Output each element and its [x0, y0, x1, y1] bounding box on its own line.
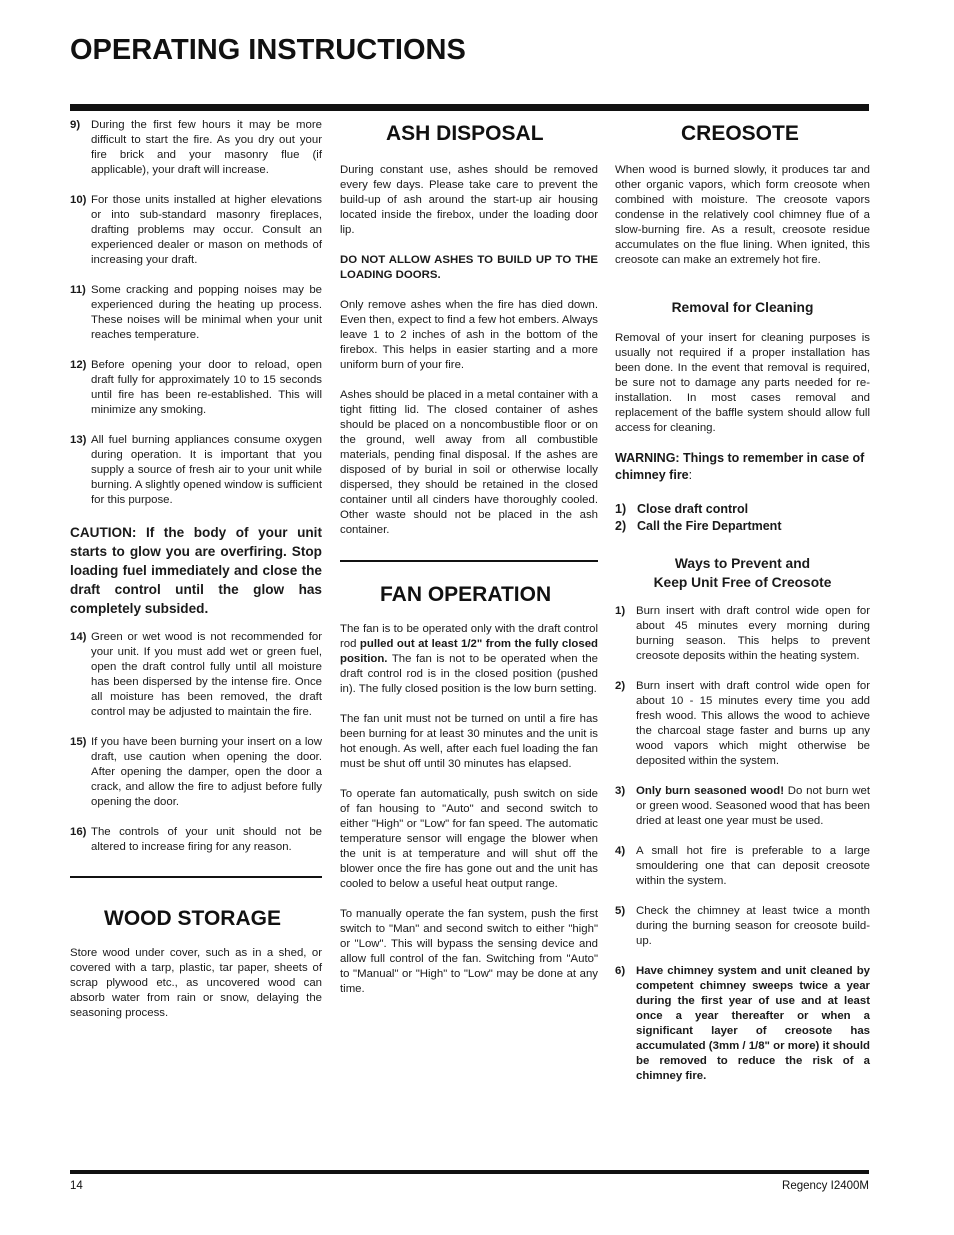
list-item	[70, 118, 322, 178]
section-heading-ash-disposal: ASH DISPOSAL	[386, 122, 544, 145]
step-number: 2)	[615, 519, 627, 533]
removal-heading: Removal for Cleaning	[671, 300, 814, 315]
warning-colon: :	[688, 468, 693, 482]
fan-text: The fan is not to be operated when the draft control rod is in the closed position (pushed in). The fully closed position is the low burn setting.	[340, 652, 598, 695]
column-right	[615, 118, 870, 1099]
item-text: Check the chimney at least twice a month during the burning season for creosote build-up.	[636, 905, 870, 947]
item-text: Before opening your door to reload, open draft fully for approximately 10 to 15 seconds until fire has been re-established. This will minimize any smoking.	[91, 359, 322, 416]
wood-storage-text: Store wood under cover, such as in a shed, or covered with a tarp, plastic, tar paper, sheets of scrap plywood etc., as uncovered wood can absorb water from rain or snow, delaying the seasoning process.	[70, 946, 322, 1019]
fan-paragraph-1	[340, 622, 598, 697]
list-item	[70, 283, 322, 343]
ash-paragraph-1: During constant use, ashes should be removed every few days. Please take care to prevent the build-up of ash around the start-up air housing located inside the firebox, under the loading door lip.	[340, 164, 598, 236]
item-text: For those units installed at higher elevations or into sub-standard masonry fireplaces, drafting problems may occur. Consult an experienced dealer or mason on methods of increasing your draft.	[91, 194, 322, 266]
page-number: 14	[70, 1180, 83, 1192]
fan-paragraph-3: To operate fan automatically, push switch on side of fan housing to "Auto" and second switch to either "High" or "Low" for fan speed. The automatic temperature sensor will engage the blower when the unit is at temperature and will shut off the blower once the fire has gone out and the unit has cooled to below a useful heat output range.	[340, 787, 598, 890]
list-item	[615, 679, 870, 769]
item-text	[636, 784, 870, 829]
column-middle	[340, 118, 598, 997]
list-item	[615, 604, 870, 664]
ash-warning: DO NOT ALLOW ASHES TO BUILD UP TO THE LOADING DOORS.	[340, 254, 598, 281]
list-item	[70, 358, 322, 418]
item-number: 14)	[70, 631, 87, 643]
item-text: A small hot fire is preferable to a large smouldering one that can deposit creosote within the system.	[636, 845, 870, 887]
model-name: Regency I2400M	[782, 1180, 869, 1192]
item-number: 11)	[70, 284, 86, 296]
item-text: During the first few hours it may be more difficult to start the fire. As you dry out your fire brick and your masonry flue (if applicable), your draft will increase.	[91, 119, 322, 176]
item-text: If you have been burning your insert on a low draft, use caution when opening the door. After opening the damper, open the door a crack, and allow the fire to adjust before fully opening the door.	[91, 736, 322, 808]
step-text: Close draft control	[637, 502, 749, 516]
item-number: 13)	[70, 434, 87, 446]
item-number: 4)	[615, 845, 626, 857]
item-number: 16)	[70, 826, 87, 838]
ash-paragraph-3: Ashes should be placed in a metal container with a tight fitting lid. The closed container of ashes should be placed on a noncombustible floor or on the ground, well away from all combustible materials, pending final disposal. If the ashes are disposed of by burial in soil or otherwise locally dispersed, they should be retained in the closed container until all cinders have thoroughly cooled. Other waste should not be placed in the ash container.	[340, 389, 598, 536]
item-text: All fuel burning appliances consume oxygen during operation. It is important that you supply a source of fresh air to your unit while burning. A slightly opened window is sufficient for this purpose.	[91, 434, 322, 506]
column-left	[70, 118, 322, 1021]
step-text: Call the Fire Department	[637, 519, 782, 533]
item-number: 15)	[70, 736, 87, 748]
fan-text: The fan is to be operated only with the draft control rod	[340, 622, 598, 650]
list-item	[615, 964, 870, 1084]
item-text: The controls of your unit should not be altered to increase firing for any reason.	[91, 826, 322, 853]
step-number: 1)	[615, 502, 627, 516]
item-number: 3)	[615, 785, 626, 797]
list-item	[70, 433, 322, 508]
chimney-fire-warning	[615, 450, 870, 484]
list-item	[615, 501, 870, 518]
fan-paragraph-4: To manually operate the fan system, push the first switch to "Man" and second switch to either "high" or "Low". This will bypass the sensing device and allow full control of the fan. Switching from "Auto" to "Manual" or "High" to "Low" may be done at any time.	[340, 907, 598, 995]
removal-paragraph: Removal of your insert for cleaning purposes is usually not required if a proper installation has been done. In the event that removal is required, be sure not to damage any parts needed for re-installation. In most cases removal and replacement of the baffle system should allow full access for cleaning.	[615, 332, 870, 434]
list-item	[70, 825, 322, 855]
footer-rule	[70, 1170, 869, 1174]
item-number: 5)	[615, 905, 626, 917]
caution-notice: CAUTION: If the body of your unit starts to glow you are overfiring. Stop loading fuel immediately and close the draft control until the glow has completely subsided.	[70, 525, 322, 616]
list-item	[70, 630, 322, 720]
item-text-bold: Only burn seasoned wood!	[636, 785, 785, 797]
section-heading-fan-operation: FAN OPERATION	[380, 582, 552, 606]
item-text-rest: Do not burn wet or green wood. Seasoned wood that has been dried at least one year must be used.	[636, 785, 871, 827]
section-heading-creosote: CREOSOTE	[681, 122, 799, 145]
page-title: OPERATING INSTRUCTIONS	[70, 34, 466, 66]
list-item	[615, 518, 870, 535]
fan-text-bold: pulled out at least 1/2" from the fully closed position.	[340, 637, 598, 665]
item-number: 9)	[70, 119, 81, 131]
list-item	[70, 735, 322, 810]
creosote-paragraph: When wood is burned slowly, it produces tar and other organic vapors, which form creosote when combined with moisture. The creosote vapors condense in the relatively cool chimney flue of a slow-burning fire. As a result, creosote residue accumulates on the flue lining. When ignited, this creosote can make an extremely hot fire.	[615, 164, 870, 266]
list-item	[615, 904, 870, 949]
item-text: Green or wet wood is not recommended for your unit. If you must add wet or green fuel, open the draft control fully until all moisture has been dispersed by the intense fire. Once all moisture has been removed, the draft control may be adjusted to maintain the fire.	[91, 631, 322, 718]
item-text: Some cracking and popping noises may be experienced during the heating up process. These noises will be minimal when your unit reaches temperature.	[91, 284, 322, 341]
item-number: 12)	[70, 359, 87, 371]
warning-text: WARNING: Things to remember in case of chimney fire	[615, 451, 865, 482]
list-item	[615, 844, 870, 889]
section-heading-wood-storage: WOOD STORAGE	[104, 906, 281, 930]
item-text: Burn insert with draft control wide open for about 45 minutes every morning during burning season. This helps to prevent creosote deposits within the heating system.	[636, 605, 870, 662]
fan-paragraph-2: The fan unit must not be turned on until a fire has been burning for at least 30 minutes and the unit is hot enough. As well, after each fuel loading the fan must be shut off until 30 minutes has elapsed.	[340, 712, 598, 770]
item-number: 10)	[70, 194, 87, 206]
item-number: 2)	[615, 680, 626, 692]
header-rule	[70, 104, 869, 111]
item-text: Burn insert with draft control wide open for about 10 - 15 minutes every time you add fresh wood. This allows the wood to achieve the charcoal stage faster and burns up any wood vapors which might otherwise be deposited within the system.	[636, 680, 870, 767]
ash-paragraph-2: Only remove ashes when the fire has died down. Even then, expect to find a few hot embers. Always leave 1 to 2 inches of ash in the bottom of the firebox. This helps in easier starting and a more uniform burn of your fire.	[340, 299, 598, 371]
item-text: Have chimney system and unit cleaned by competent chimney sweeps twice a year during the first year of use and at least once a year thereafter or when a significant layer of creosote has accumulated (3mm / 1/8" or more) it should be removed to reduce the risk of a chimney fire.	[636, 965, 870, 1082]
ways-heading-line-2: Keep Unit Free of Creosote	[653, 575, 832, 590]
ways-heading-line-1: Ways to Prevent and	[674, 556, 811, 571]
item-number: 1)	[615, 605, 626, 617]
list-item	[70, 193, 322, 268]
item-number: 6)	[615, 965, 626, 977]
list-item	[615, 784, 870, 829]
chimney-fire-steps	[615, 501, 870, 535]
